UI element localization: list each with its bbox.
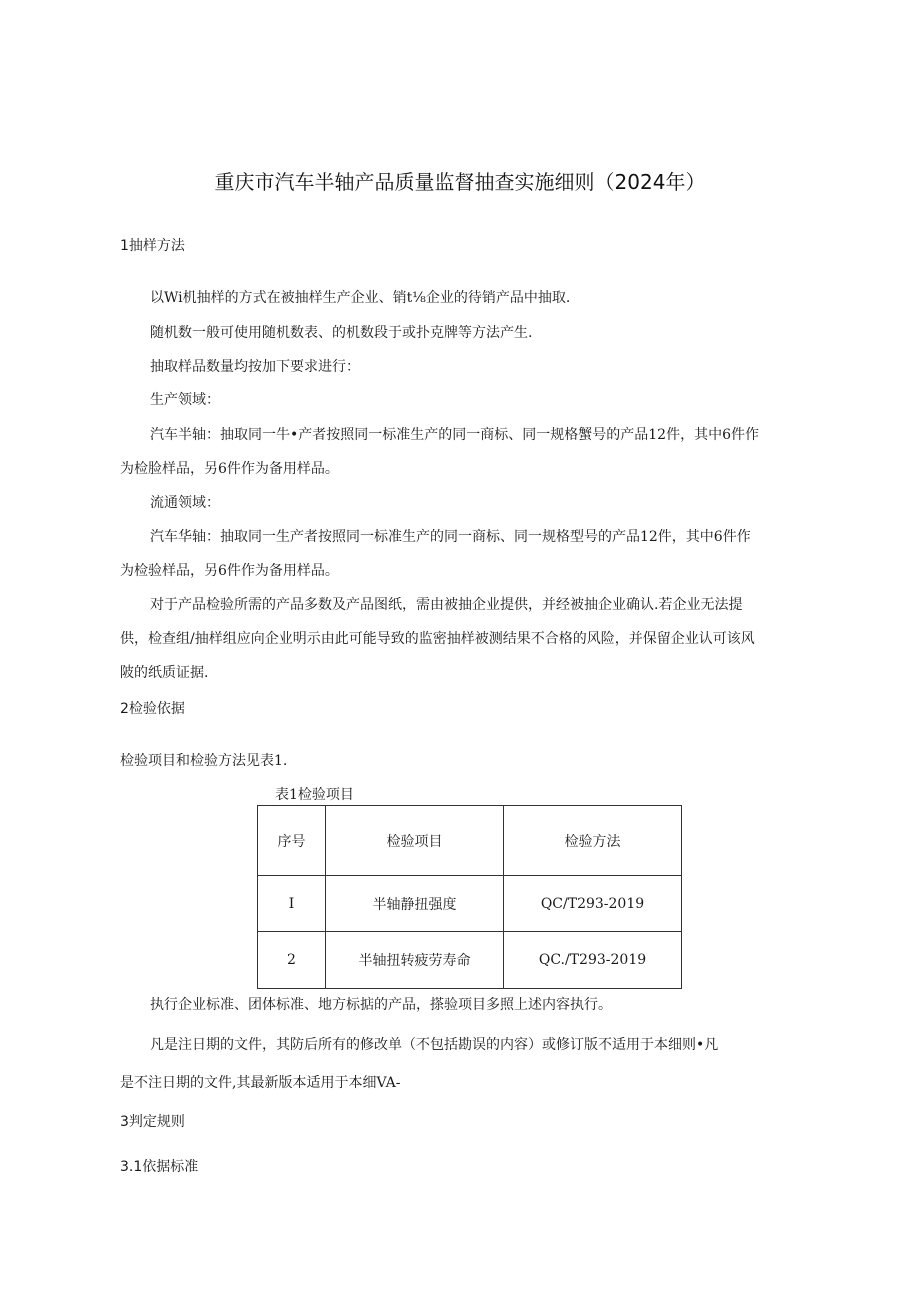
table-cell: 半轴扭转疲劳寿命 <box>326 932 504 989</box>
production-field-line-2: 为检脸样品，另6件作为备用样品。 <box>120 461 339 477</box>
section-3-heading: 3判定规则 <box>120 1114 185 1130</box>
circulation-field-label: 流通领域： <box>150 495 220 511</box>
table-header-row <box>258 806 682 876</box>
table-row <box>258 876 682 932</box>
reference-line-1: 凡是注日期的文件，其防后所有的修改单（不包括勘误的内容）或修订版不适用于本细则•凡 <box>150 1037 719 1053</box>
table-caption: 表1检验项目 <box>275 787 354 803</box>
section-1-heading: 1抽样方法 <box>120 238 185 254</box>
paragraph-sampling-method: 以Wi机抽样的方式在被抽样生产企业、销t⅛企业的待销产品中抽取. <box>150 290 571 306</box>
note-line-1: 对于产品检验所需的产品多数及产品图纸，需由被抽企业提供，并经被抽企业确认.若企业无法提 <box>150 597 743 613</box>
paragraph-inspection-intro: 检验项目和检验方法见表1. <box>120 753 288 769</box>
paragraph-sample-quantity: 抽取样品数量均按加下要求进行： <box>150 359 360 375</box>
table-cell: QC/T293-2019 <box>504 876 682 932</box>
table-cell: 2 <box>258 932 326 989</box>
production-field-label: 生产领域： <box>150 392 220 408</box>
section-3-1-heading: 3.1依据标准 <box>120 1159 199 1175</box>
header-cell-index: 序号 <box>258 806 326 876</box>
inspection-items-table <box>257 805 682 989</box>
paragraph-random-number: 随机数一般可使用随机数表、的机数段于或扑克牌等方法产生. <box>150 325 533 341</box>
paragraph-after-table: 执行企业标准、团体标准、地方标掂的产品，搽验项目多照上述内容执行。 <box>150 997 612 1013</box>
table-cell: I <box>258 876 326 932</box>
circulation-field-line-1: 汽车华轴：抽取同一生产者按照同一标准生产的同一商标、同一规格型号的产品12件，其中6件作 <box>150 529 751 545</box>
header-cell-item: 检验项目 <box>326 806 504 876</box>
section-2-heading: 2检验依据 <box>120 701 185 717</box>
production-field-line-1: 汽车半轴：抽取同一牛•产者按照同一标准生产的同一商标、同一规格蟹号的产品12件，其中6件作 <box>150 427 759 443</box>
page-title: 重庆市汽车半轴产品质量监督抽查实施细则（2024年） <box>214 170 706 194</box>
note-line-2: 供，检查组/抽样组应向企业明示由此可能导致的监密抽样被测结果不合格的风险，并保留企业认可该风 <box>120 631 755 647</box>
circulation-field-line-2: 为检验样品，另6件作为备用样品。 <box>120 563 339 579</box>
table-cell: QC./T293-2019 <box>504 932 682 989</box>
note-line-3: 陂的纸质证据. <box>120 665 209 681</box>
table-row <box>258 932 682 989</box>
table-cell: 半轴静扭强度 <box>326 876 504 932</box>
reference-line-2: 是不注日期的文件,其最新版本适用于本细VA- <box>120 1075 401 1091</box>
header-cell-method: 检验方法 <box>504 806 682 876</box>
